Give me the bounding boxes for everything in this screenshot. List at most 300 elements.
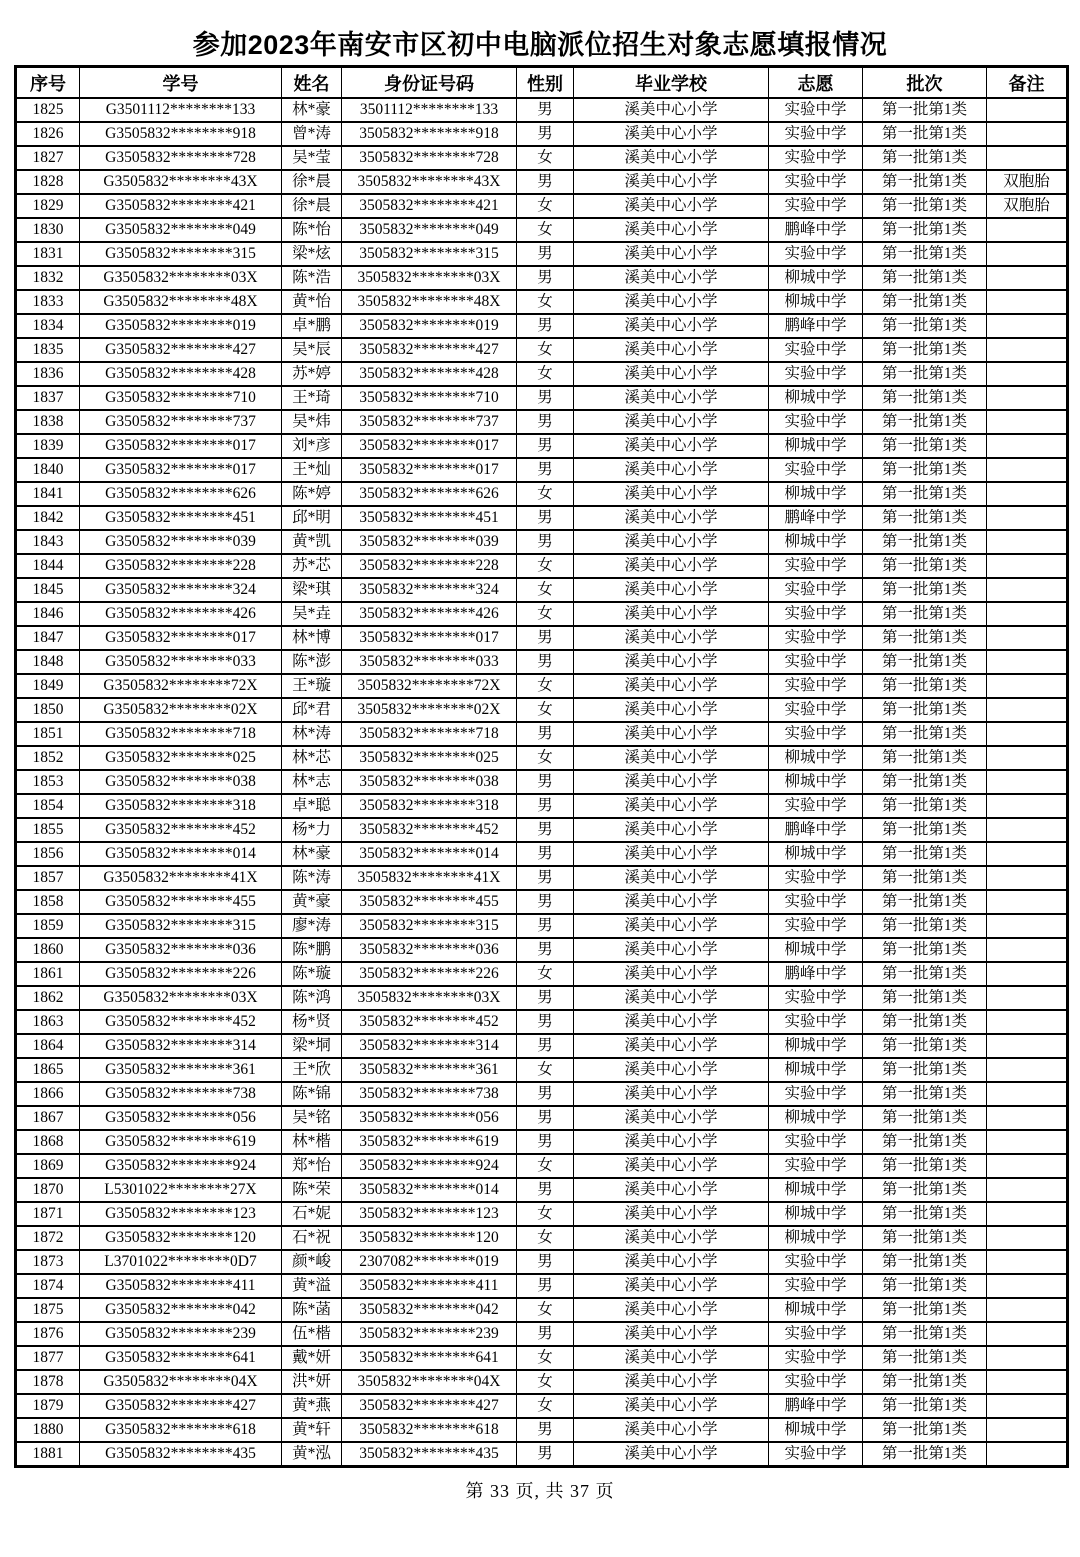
cell-id-card: 3505832********314 xyxy=(342,1034,517,1058)
cell-gender: 女 xyxy=(517,1346,574,1370)
cell-batch: 第一批第1类 xyxy=(863,1226,987,1250)
cell-remark xyxy=(987,1082,1068,1106)
cell-volunteer: 柳城中学 xyxy=(769,386,863,410)
cell-id-card: 3505832********426 xyxy=(342,602,517,626)
cell-name: 石*妮 xyxy=(282,1202,342,1226)
cell-name: 梁*炫 xyxy=(282,242,342,266)
table-row xyxy=(16,122,1068,146)
cell-seq: 1832 xyxy=(16,266,80,290)
cell-gender: 男 xyxy=(517,1130,574,1154)
cell-volunteer: 实验中学 xyxy=(769,1010,863,1034)
cell-batch: 第一批第1类 xyxy=(863,722,987,746)
cell-student-id: G3505832********042 xyxy=(80,1298,282,1322)
cell-remark xyxy=(987,1370,1068,1394)
cell-gender: 男 xyxy=(517,1274,574,1298)
cell-seq: 1871 xyxy=(16,1202,80,1226)
table-row xyxy=(16,530,1068,554)
cell-name: 黄*轩 xyxy=(282,1418,342,1442)
cell-student-id: G3505832********315 xyxy=(80,914,282,938)
cell-remark xyxy=(987,1274,1068,1298)
cell-student-id: G3505832********452 xyxy=(80,818,282,842)
column-header-remark: 备注 xyxy=(987,67,1068,99)
cell-batch: 第一批第1类 xyxy=(863,482,987,506)
table-row xyxy=(16,722,1068,746)
cell-remark xyxy=(987,962,1068,986)
cell-school: 溪美中心小学 xyxy=(574,746,769,770)
cell-school: 溪美中心小学 xyxy=(574,842,769,866)
cell-gender: 女 xyxy=(517,1202,574,1226)
cell-gender: 女 xyxy=(517,1058,574,1082)
table-row xyxy=(16,290,1068,314)
cell-remark xyxy=(987,842,1068,866)
cell-volunteer: 柳城中学 xyxy=(769,1178,863,1202)
cell-gender: 男 xyxy=(517,530,574,554)
cell-gender: 男 xyxy=(517,506,574,530)
cell-batch: 第一批第1类 xyxy=(863,1058,987,1082)
cell-school: 溪美中心小学 xyxy=(574,1394,769,1418)
cell-volunteer: 柳城中学 xyxy=(769,1226,863,1250)
cell-student-id: G3505832********017 xyxy=(80,626,282,650)
cell-volunteer: 实验中学 xyxy=(769,1370,863,1394)
cell-batch: 第一批第1类 xyxy=(863,938,987,962)
cell-school: 溪美中心小学 xyxy=(574,770,769,794)
cell-id-card: 3501112********133 xyxy=(342,98,517,122)
cell-name: 林*楷 xyxy=(282,1130,342,1154)
column-header-student-id: 学号 xyxy=(80,67,282,99)
cell-seq: 1831 xyxy=(16,242,80,266)
cell-school: 溪美中心小学 xyxy=(574,1106,769,1130)
cell-volunteer: 柳城中学 xyxy=(769,1202,863,1226)
cell-seq: 1830 xyxy=(16,218,80,242)
table-row xyxy=(16,650,1068,674)
cell-volunteer: 实验中学 xyxy=(769,458,863,482)
cell-volunteer: 实验中学 xyxy=(769,650,863,674)
cell-volunteer: 柳城中学 xyxy=(769,1106,863,1130)
table-row xyxy=(16,242,1068,266)
cell-student-id: G3505832********426 xyxy=(80,602,282,626)
cell-remark xyxy=(987,1130,1068,1154)
cell-batch: 第一批第1类 xyxy=(863,338,987,362)
table-row xyxy=(16,314,1068,338)
cell-student-id: G3505832********025 xyxy=(80,746,282,770)
cell-school: 溪美中心小学 xyxy=(574,410,769,434)
cell-gender: 女 xyxy=(517,698,574,722)
cell-name: 陈*婷 xyxy=(282,482,342,506)
cell-student-id: G3505832********619 xyxy=(80,1130,282,1154)
cell-id-card: 3505832********451 xyxy=(342,506,517,530)
cell-remark xyxy=(987,362,1068,386)
cell-volunteer: 实验中学 xyxy=(769,98,863,122)
cell-name: 刘*彦 xyxy=(282,434,342,458)
column-header-school: 毕业学校 xyxy=(574,67,769,99)
cell-volunteer: 柳城中学 xyxy=(769,938,863,962)
cell-id-card: 3505832********452 xyxy=(342,818,517,842)
cell-student-id: G3505832********72X xyxy=(80,674,282,698)
cell-school: 溪美中心小学 xyxy=(574,1226,769,1250)
cell-gender: 男 xyxy=(517,890,574,914)
cell-remark xyxy=(987,746,1068,770)
cell-batch: 第一批第1类 xyxy=(863,314,987,338)
cell-volunteer: 实验中学 xyxy=(769,674,863,698)
table-row xyxy=(16,794,1068,818)
cell-school: 溪美中心小学 xyxy=(574,98,769,122)
cell-seq: 1858 xyxy=(16,890,80,914)
cell-name: 邱*君 xyxy=(282,698,342,722)
cell-volunteer: 实验中学 xyxy=(769,1154,863,1178)
cell-student-id: G3505832********43X xyxy=(80,170,282,194)
cell-seq: 1836 xyxy=(16,362,80,386)
cell-volunteer: 柳城中学 xyxy=(769,1418,863,1442)
cell-volunteer: 鹏峰中学 xyxy=(769,962,863,986)
cell-gender: 女 xyxy=(517,578,574,602)
cell-name: 陈*浩 xyxy=(282,266,342,290)
cell-batch: 第一批第1类 xyxy=(863,626,987,650)
cell-id-card: 3505832********019 xyxy=(342,314,517,338)
cell-school: 溪美中心小学 xyxy=(574,1130,769,1154)
cell-batch: 第一批第1类 xyxy=(863,914,987,938)
cell-school: 溪美中心小学 xyxy=(574,266,769,290)
cell-batch: 第一批第1类 xyxy=(863,842,987,866)
cell-seq: 1879 xyxy=(16,1394,80,1418)
cell-school: 溪美中心小学 xyxy=(574,554,769,578)
cell-id-card: 3505832********123 xyxy=(342,1202,517,1226)
table-row xyxy=(16,410,1068,434)
cell-batch: 第一批第1类 xyxy=(863,506,987,530)
column-header-id-card: 身份证号码 xyxy=(342,67,517,99)
table-row xyxy=(16,434,1068,458)
cell-school: 溪美中心小学 xyxy=(574,1034,769,1058)
cell-school: 溪美中心小学 xyxy=(574,962,769,986)
cell-student-id: G3505832********315 xyxy=(80,242,282,266)
cell-seq: 1875 xyxy=(16,1298,80,1322)
cell-id-card: 3505832********641 xyxy=(342,1346,517,1370)
cell-batch: 第一批第1类 xyxy=(863,1394,987,1418)
cell-volunteer: 柳城中学 xyxy=(769,290,863,314)
cell-school: 溪美中心小学 xyxy=(574,1058,769,1082)
cell-id-card: 3505832********324 xyxy=(342,578,517,602)
cell-seq: 1828 xyxy=(16,170,80,194)
cell-seq: 1841 xyxy=(16,482,80,506)
cell-id-card: 3505832********017 xyxy=(342,626,517,650)
cell-remark xyxy=(987,458,1068,482)
cell-gender: 女 xyxy=(517,338,574,362)
cell-seq: 1861 xyxy=(16,962,80,986)
cell-remark xyxy=(987,146,1068,170)
cell-batch: 第一批第1类 xyxy=(863,266,987,290)
cell-student-id: G3505832********03X xyxy=(80,986,282,1010)
cell-batch: 第一批第1类 xyxy=(863,458,987,482)
cell-id-card: 3505832********033 xyxy=(342,650,517,674)
cell-name: 陈*菡 xyxy=(282,1298,342,1322)
cell-volunteer: 实验中学 xyxy=(769,1322,863,1346)
cell-volunteer: 柳城中学 xyxy=(769,1034,863,1058)
cell-school: 溪美中心小学 xyxy=(574,626,769,650)
cell-name: 黄*泓 xyxy=(282,1442,342,1467)
cell-batch: 第一批第1类 xyxy=(863,1370,987,1394)
cell-id-card: 3505832********710 xyxy=(342,386,517,410)
cell-batch: 第一批第1类 xyxy=(863,1250,987,1274)
cell-student-id: G3505832********02X xyxy=(80,698,282,722)
cell-id-card: 3505832********427 xyxy=(342,1394,517,1418)
cell-gender: 男 xyxy=(517,314,574,338)
cell-name: 戴*妍 xyxy=(282,1346,342,1370)
cell-volunteer: 柳城中学 xyxy=(769,434,863,458)
table-row xyxy=(16,1370,1068,1394)
cell-school: 溪美中心小学 xyxy=(574,674,769,698)
cell-name: 黄*燕 xyxy=(282,1394,342,1418)
cell-school: 溪美中心小学 xyxy=(574,650,769,674)
cell-gender: 男 xyxy=(517,914,574,938)
cell-id-card: 3505832********120 xyxy=(342,1226,517,1250)
cell-volunteer: 柳城中学 xyxy=(769,530,863,554)
cell-volunteer: 实验中学 xyxy=(769,410,863,434)
table-row xyxy=(16,218,1068,242)
cell-batch: 第一批第1类 xyxy=(863,1298,987,1322)
cell-name: 王*琦 xyxy=(282,386,342,410)
cell-remark xyxy=(987,386,1068,410)
cell-seq: 1826 xyxy=(16,122,80,146)
cell-remark xyxy=(987,506,1068,530)
cell-school: 溪美中心小学 xyxy=(574,482,769,506)
cell-name: 王*灿 xyxy=(282,458,342,482)
cell-student-id: L5301022********27X xyxy=(80,1178,282,1202)
cell-name: 杨*力 xyxy=(282,818,342,842)
cell-gender: 女 xyxy=(517,362,574,386)
cell-id-card: 3505832********014 xyxy=(342,1178,517,1202)
cell-id-card: 3505832********428 xyxy=(342,362,517,386)
cell-name: 卓*鹏 xyxy=(282,314,342,338)
cell-student-id: G3505832********421 xyxy=(80,194,282,218)
cell-volunteer: 实验中学 xyxy=(769,194,863,218)
cell-name: 徐*晨 xyxy=(282,194,342,218)
cell-seq: 1837 xyxy=(16,386,80,410)
cell-remark xyxy=(987,410,1068,434)
cell-school: 溪美中心小学 xyxy=(574,1418,769,1442)
cell-school: 溪美中心小学 xyxy=(574,938,769,962)
cell-gender: 男 xyxy=(517,1082,574,1106)
cell-batch: 第一批第1类 xyxy=(863,1010,987,1034)
cell-seq: 1867 xyxy=(16,1106,80,1130)
cell-id-card: 3505832********02X xyxy=(342,698,517,722)
cell-volunteer: 实验中学 xyxy=(769,1274,863,1298)
cell-gender: 男 xyxy=(517,650,574,674)
cell-name: 林*芯 xyxy=(282,746,342,770)
cell-batch: 第一批第1类 xyxy=(863,1346,987,1370)
cell-volunteer: 实验中学 xyxy=(769,146,863,170)
cell-remark: 双胞胎 xyxy=(987,194,1068,218)
table-row xyxy=(16,1226,1068,1250)
cell-volunteer: 实验中学 xyxy=(769,890,863,914)
table-row xyxy=(16,914,1068,938)
cell-seq: 1878 xyxy=(16,1370,80,1394)
cell-id-card: 3505832********04X xyxy=(342,1370,517,1394)
cell-school: 溪美中心小学 xyxy=(574,986,769,1010)
cell-gender: 男 xyxy=(517,986,574,1010)
cell-batch: 第一批第1类 xyxy=(863,578,987,602)
cell-batch: 第一批第1类 xyxy=(863,194,987,218)
cell-gender: 女 xyxy=(517,1298,574,1322)
table-row xyxy=(16,1058,1068,1082)
cell-name: 廖*涛 xyxy=(282,914,342,938)
cell-gender: 男 xyxy=(517,626,574,650)
cell-gender: 女 xyxy=(517,746,574,770)
cell-name: 林*志 xyxy=(282,770,342,794)
cell-remark xyxy=(987,626,1068,650)
cell-id-card: 3505832********718 xyxy=(342,722,517,746)
cell-school: 溪美中心小学 xyxy=(574,602,769,626)
cell-id-card: 3505832********056 xyxy=(342,1106,517,1130)
cell-name: 陈*鸿 xyxy=(282,986,342,1010)
cell-student-id: G3505832********737 xyxy=(80,410,282,434)
cell-gender: 男 xyxy=(517,770,574,794)
cell-volunteer: 实验中学 xyxy=(769,722,863,746)
cell-volunteer: 实验中学 xyxy=(769,1130,863,1154)
cell-school: 溪美中心小学 xyxy=(574,1202,769,1226)
cell-seq: 1869 xyxy=(16,1154,80,1178)
cell-gender: 女 xyxy=(517,290,574,314)
cell-gender: 女 xyxy=(517,1394,574,1418)
cell-gender: 男 xyxy=(517,1178,574,1202)
cell-name: 吴*铭 xyxy=(282,1106,342,1130)
table-row xyxy=(16,818,1068,842)
cell-batch: 第一批第1类 xyxy=(863,1082,987,1106)
cell-volunteer: 鹏峰中学 xyxy=(769,314,863,338)
table-row xyxy=(16,266,1068,290)
cell-batch: 第一批第1类 xyxy=(863,746,987,770)
cell-batch: 第一批第1类 xyxy=(863,122,987,146)
cell-volunteer: 实验中学 xyxy=(769,362,863,386)
cell-name: 苏*芯 xyxy=(282,554,342,578)
cell-id-card: 3505832********039 xyxy=(342,530,517,554)
cell-remark xyxy=(987,1106,1068,1130)
cell-remark xyxy=(987,1298,1068,1322)
cell-school: 溪美中心小学 xyxy=(574,314,769,338)
table-row xyxy=(16,1418,1068,1442)
cell-seq: 1862 xyxy=(16,986,80,1010)
cell-student-id: G3505832********036 xyxy=(80,938,282,962)
cell-name: 石*祝 xyxy=(282,1226,342,1250)
cell-batch: 第一批第1类 xyxy=(863,986,987,1010)
cell-remark: 双胞胎 xyxy=(987,170,1068,194)
cell-gender: 女 xyxy=(517,674,574,698)
cell-id-card: 3505832********014 xyxy=(342,842,517,866)
cell-seq: 1843 xyxy=(16,530,80,554)
cell-student-id: G3505832********728 xyxy=(80,146,282,170)
cell-batch: 第一批第1类 xyxy=(863,290,987,314)
cell-name: 陈*鹏 xyxy=(282,938,342,962)
cell-student-id: G3505832********049 xyxy=(80,218,282,242)
cell-gender: 女 xyxy=(517,602,574,626)
cell-batch: 第一批第1类 xyxy=(863,146,987,170)
cell-gender: 男 xyxy=(517,98,574,122)
cell-remark xyxy=(987,1202,1068,1226)
cell-volunteer: 实验中学 xyxy=(769,866,863,890)
cell-batch: 第一批第1类 xyxy=(863,1202,987,1226)
table-row xyxy=(16,1274,1068,1298)
column-header-name: 姓名 xyxy=(282,67,342,99)
cell-batch: 第一批第1类 xyxy=(863,410,987,434)
table-row xyxy=(16,506,1068,530)
cell-name: 陈*荣 xyxy=(282,1178,342,1202)
cell-student-id: G3505832********427 xyxy=(80,338,282,362)
cell-seq: 1865 xyxy=(16,1058,80,1082)
cell-school: 溪美中心小学 xyxy=(574,530,769,554)
cell-name: 徐*晨 xyxy=(282,170,342,194)
cell-batch: 第一批第1类 xyxy=(863,1106,987,1130)
cell-name: 黄*怡 xyxy=(282,290,342,314)
cell-volunteer: 鹏峰中学 xyxy=(769,218,863,242)
cell-batch: 第一批第1类 xyxy=(863,1418,987,1442)
cell-id-card: 3505832********72X xyxy=(342,674,517,698)
cell-id-card: 3505832********226 xyxy=(342,962,517,986)
cell-student-id: G3505832********226 xyxy=(80,962,282,986)
cell-student-id: G3505832********48X xyxy=(80,290,282,314)
table-row xyxy=(16,986,1068,1010)
cell-gender: 男 xyxy=(517,242,574,266)
cell-gender: 男 xyxy=(517,1418,574,1442)
column-header-seq: 序号 xyxy=(16,67,80,99)
cell-seq: 1852 xyxy=(16,746,80,770)
cell-volunteer: 实验中学 xyxy=(769,1082,863,1106)
cell-gender: 男 xyxy=(517,1010,574,1034)
cell-name: 伍*楷 xyxy=(282,1322,342,1346)
cell-id-card: 3505832********918 xyxy=(342,122,517,146)
cell-remark xyxy=(987,242,1068,266)
cell-batch: 第一批第1类 xyxy=(863,1130,987,1154)
cell-name: 梁*垌 xyxy=(282,1034,342,1058)
cell-id-card: 3505832********239 xyxy=(342,1322,517,1346)
cell-remark xyxy=(987,602,1068,626)
table-row xyxy=(16,1106,1068,1130)
cell-gender: 男 xyxy=(517,866,574,890)
cell-seq: 1859 xyxy=(16,914,80,938)
cell-seq: 1851 xyxy=(16,722,80,746)
cell-gender: 女 xyxy=(517,554,574,578)
cell-school: 溪美中心小学 xyxy=(574,338,769,362)
cell-student-id: G3505832********641 xyxy=(80,1346,282,1370)
header-row xyxy=(16,67,1068,99)
cell-id-card: 3505832********435 xyxy=(342,1442,517,1467)
cell-gender: 男 xyxy=(517,722,574,746)
cell-school: 溪美中心小学 xyxy=(574,194,769,218)
table-row xyxy=(16,866,1068,890)
cell-id-card: 3505832********618 xyxy=(342,1418,517,1442)
cell-id-card: 3505832********017 xyxy=(342,458,517,482)
cell-id-card: 3505832********48X xyxy=(342,290,517,314)
cell-seq: 1874 xyxy=(16,1274,80,1298)
table-row xyxy=(16,746,1068,770)
cell-student-id: G3505832********451 xyxy=(80,506,282,530)
cell-id-card: 3505832********049 xyxy=(342,218,517,242)
cell-seq: 1846 xyxy=(16,602,80,626)
cell-name: 邱*明 xyxy=(282,506,342,530)
cell-school: 溪美中心小学 xyxy=(574,698,769,722)
cell-name: 黄*豪 xyxy=(282,890,342,914)
cell-gender: 女 xyxy=(517,1154,574,1178)
cell-id-card: 3505832********038 xyxy=(342,770,517,794)
cell-student-id: G3505832********039 xyxy=(80,530,282,554)
cell-seq: 1844 xyxy=(16,554,80,578)
cell-seq: 1863 xyxy=(16,1010,80,1034)
cell-school: 溪美中心小学 xyxy=(574,578,769,602)
cell-school: 溪美中心小学 xyxy=(574,1442,769,1467)
table-row xyxy=(16,674,1068,698)
cell-batch: 第一批第1类 xyxy=(863,530,987,554)
cell-seq: 1825 xyxy=(16,98,80,122)
cell-school: 溪美中心小学 xyxy=(574,122,769,146)
cell-seq: 1860 xyxy=(16,938,80,962)
table-row xyxy=(16,578,1068,602)
